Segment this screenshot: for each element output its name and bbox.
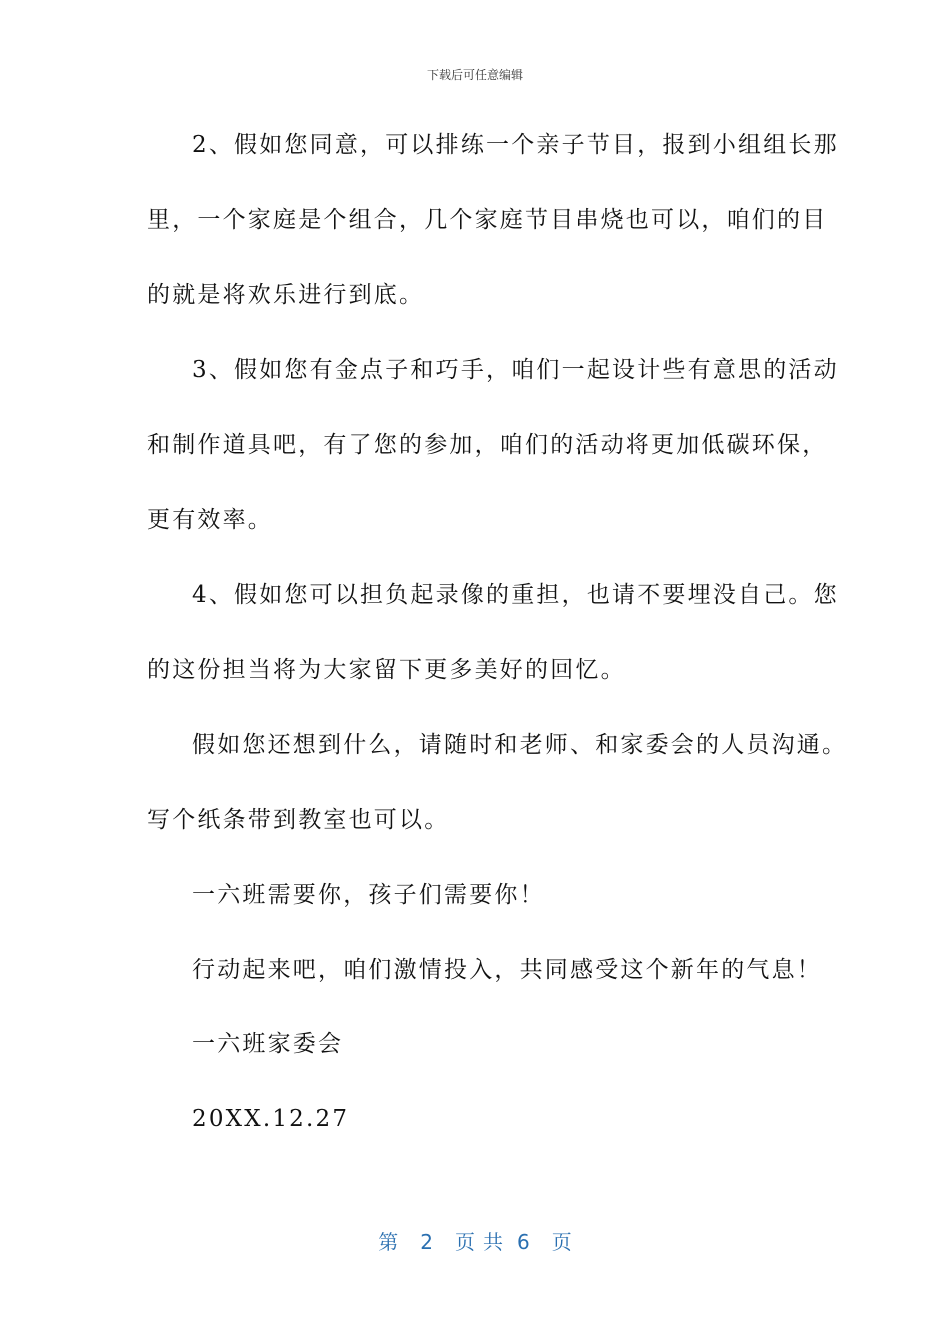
- page-counter-middle: 页共: [455, 1230, 511, 1254]
- paragraph-3-line-2: 的这份担当将为大家留下更多美好的回忆。: [147, 657, 626, 683]
- page-counter: [0, 1226, 950, 1255]
- paragraph-2-line-3: 更有效率。: [147, 507, 273, 533]
- page-counter-suffix: 页: [551, 1230, 572, 1254]
- page-counter-current: 2: [420, 1230, 433, 1254]
- header-note: 下载后可任意编辑: [426, 68, 523, 82]
- page-counter-total: 6: [517, 1230, 530, 1254]
- page-counter-prefix: 第: [378, 1230, 399, 1254]
- paragraph-4-line-2: 写个纸条带到教室也可以。: [147, 807, 450, 833]
- date: 20XX.12.27: [192, 1106, 350, 1132]
- paragraph-1-line-3: 的就是将欢乐进行到底。: [147, 282, 425, 308]
- paragraph-2-line-2: 和制作道具吧，有了您的参加，咱们的活动将更加低碳环保，: [147, 432, 828, 458]
- paragraph-1-line-1: 2、假如您同意，可以排练一个亲子节目，报到小组组长那: [192, 132, 839, 158]
- closing-line-1: 一六班需要你，孩子们需要你！: [192, 882, 545, 908]
- closing-line-2: 行动起来吧，咱们激情投入，共同感受这个新年的气息！: [192, 957, 822, 983]
- signature: 一六班家委会: [192, 1031, 344, 1057]
- paragraph-3-line-1: 4、假如您可以担负起录像的重担，也请不要埋没自己。您: [192, 582, 839, 608]
- paragraph-1-line-2: 里，一个家庭是个组合，几个家庭节目串烧也可以，咱们的目: [147, 207, 828, 233]
- paragraph-2-line-1: 3、假如您有金点子和巧手，咱们一起设计些有意思的活动: [192, 357, 839, 383]
- paragraph-4-line-1: 假如您还想到什么，请随时和老师、和家委会的人员沟通。: [192, 732, 848, 758]
